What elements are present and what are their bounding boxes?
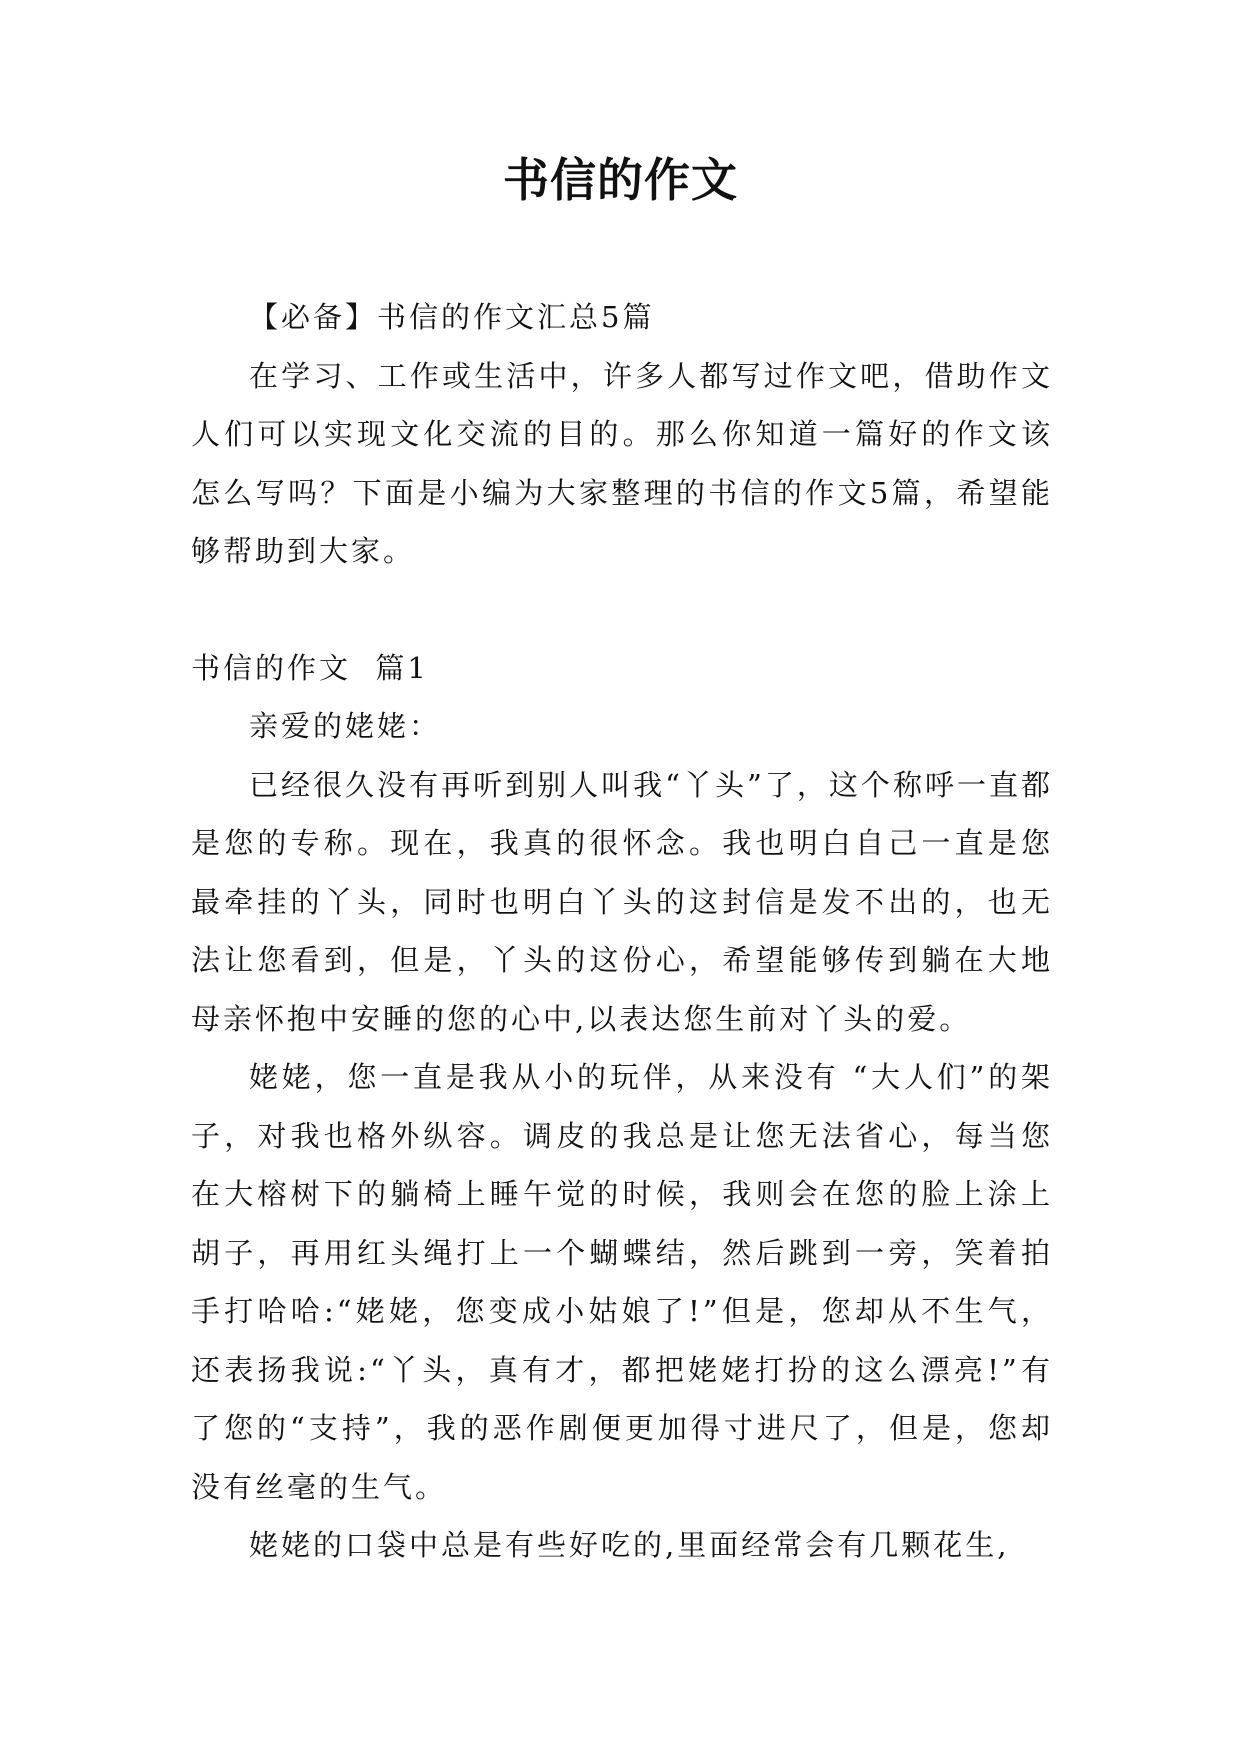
body-paragraph: 已经很久没有再听到别人叫我“丫头”了，这个称呼一直都是您的专称。现在，我真的很怀念。我也明白自己一直是您最牵挂的丫头，同时也明白丫头的这封信是发不出的，也无法让您看到，但是，丫头的这份心，希望能够传到躺在大地母亲怀抱中安睡的您的心中,以表达您生前对丫头的爱。 xyxy=(191,767,1053,1036)
body-paragraph: 姥姥，您一直是我从小的玩伴，从来没有 “大人们”的架子，对我也格外纵容。调皮的我总是让您无法省心，每当您在大榕树下的躺椅上睡午觉的时候，我则会在您的脸上涂上胡子，再用红头绳打上一个蝴蝶结，然后跳到一旁，笑着拍手打哈哈:“姥姥，您变成小姑娘了!”但是，您却从不生气，还表扬我说:“丫头，真有才，都把姥姥打扮的这么漂亮!”有了您的“支持”，我的恶作剧便更加得寸进尺了，但是，您却没有丝毫的生气。 xyxy=(191,1060,1053,1504)
document-title: 书信的作文 xyxy=(503,153,738,207)
body-paragraph: 姥姥的口袋中总是有些好吃的,里面经常会有几颗花生, xyxy=(249,1528,1010,1562)
document-body xyxy=(191,288,1053,1575)
letter-salutation: 亲爱的姥姥： xyxy=(249,709,442,743)
section-heading: 书信的作文 篇1 xyxy=(191,650,429,685)
intro-paragraph: 在学习、工作或生活中，许多人都写过作文吧，借助作文人们可以实现文化交流的目的。那么你知道一篇好的作文该怎么写吗？下面是小编为大家整理的书信的作文5篇，希望能够帮助到大家。 xyxy=(191,358,1053,568)
intro-heading: 【必备】书信的作文汇总5篇 xyxy=(249,300,655,334)
